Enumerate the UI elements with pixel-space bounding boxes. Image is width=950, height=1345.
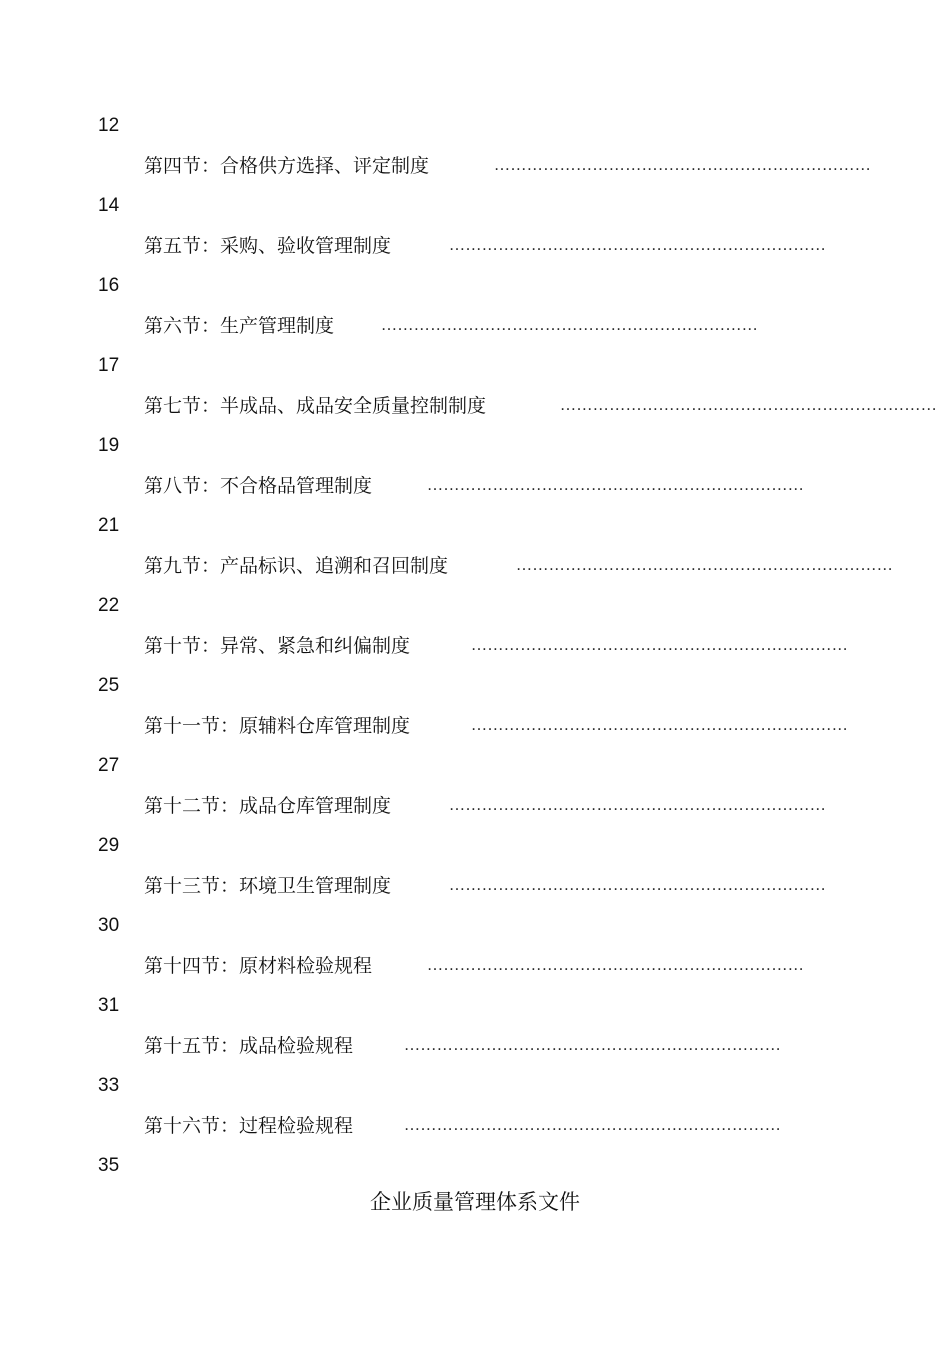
dot-leader: ……………………………………………………………: [449, 877, 827, 894]
dot-leader: ……………………………………………………………: [449, 797, 827, 814]
toc-entry-6: 第六节：生产管理制度: [144, 315, 335, 337]
document-footer-title: 企业质量管理体系文件: [370, 1190, 580, 1214]
toc-entry-11: 第十一节：原辅料仓库管理制度: [144, 715, 411, 737]
dot-leader: ……………………………………………………………: [381, 317, 759, 334]
dot-leader: ……………………………………………………………: [516, 557, 894, 574]
page-number: 16: [98, 275, 120, 296]
toc-entry-16: 第十六节：过程检验规程: [144, 1115, 354, 1137]
dot-leader: ……………………………………………………………: [560, 397, 938, 414]
toc-entry-12: 第十二节：成品仓库管理制度: [144, 795, 392, 817]
toc-entry-5: 第五节：采购、验收管理制度: [144, 235, 392, 257]
dot-leader: ……………………………………………………………: [494, 157, 872, 174]
dot-leader: ……………………………………………………………: [449, 237, 827, 254]
page-number: 19: [98, 435, 120, 456]
toc-entry-8: 第八节：不合格品管理制度: [144, 475, 373, 497]
page-number: 27: [98, 755, 120, 776]
page-number: 33: [98, 1075, 120, 1096]
toc-entry-10: 第十节：异常、紧急和纠偏制度: [144, 635, 411, 657]
dot-leader: ……………………………………………………………: [427, 477, 805, 494]
toc-entry-14: 第十四节：原材料检验规程: [144, 955, 373, 977]
toc-entry-4: 第四节：合格供方选择、评定制度: [144, 155, 430, 177]
page-number: 35: [98, 1155, 120, 1176]
page-number: 17: [98, 355, 120, 376]
toc-entry-15: 第十五节：成品检验规程: [144, 1035, 354, 1057]
page-number: 29: [98, 835, 120, 856]
toc-entry-9: 第九节：产品标识、追溯和召回制度: [144, 555, 449, 577]
page-number: 21: [98, 515, 120, 536]
page-number: 22: [98, 595, 120, 616]
page-number: 25: [98, 675, 120, 696]
dot-leader: ……………………………………………………………: [404, 1117, 782, 1134]
toc-entry-13: 第十三节：环境卫生管理制度: [144, 875, 392, 897]
page-number: 12: [98, 115, 120, 136]
toc-entry-7: 第七节：半成品、成品安全质量控制制度: [144, 395, 487, 417]
page-number: 14: [98, 195, 120, 216]
page-number: 31: [98, 995, 120, 1016]
dot-leader: ……………………………………………………………: [427, 957, 805, 974]
dot-leader: ……………………………………………………………: [471, 637, 849, 654]
dot-leader: ……………………………………………………………: [404, 1037, 782, 1054]
dot-leader: ……………………………………………………………: [471, 717, 849, 734]
page-number: 30: [98, 915, 120, 936]
